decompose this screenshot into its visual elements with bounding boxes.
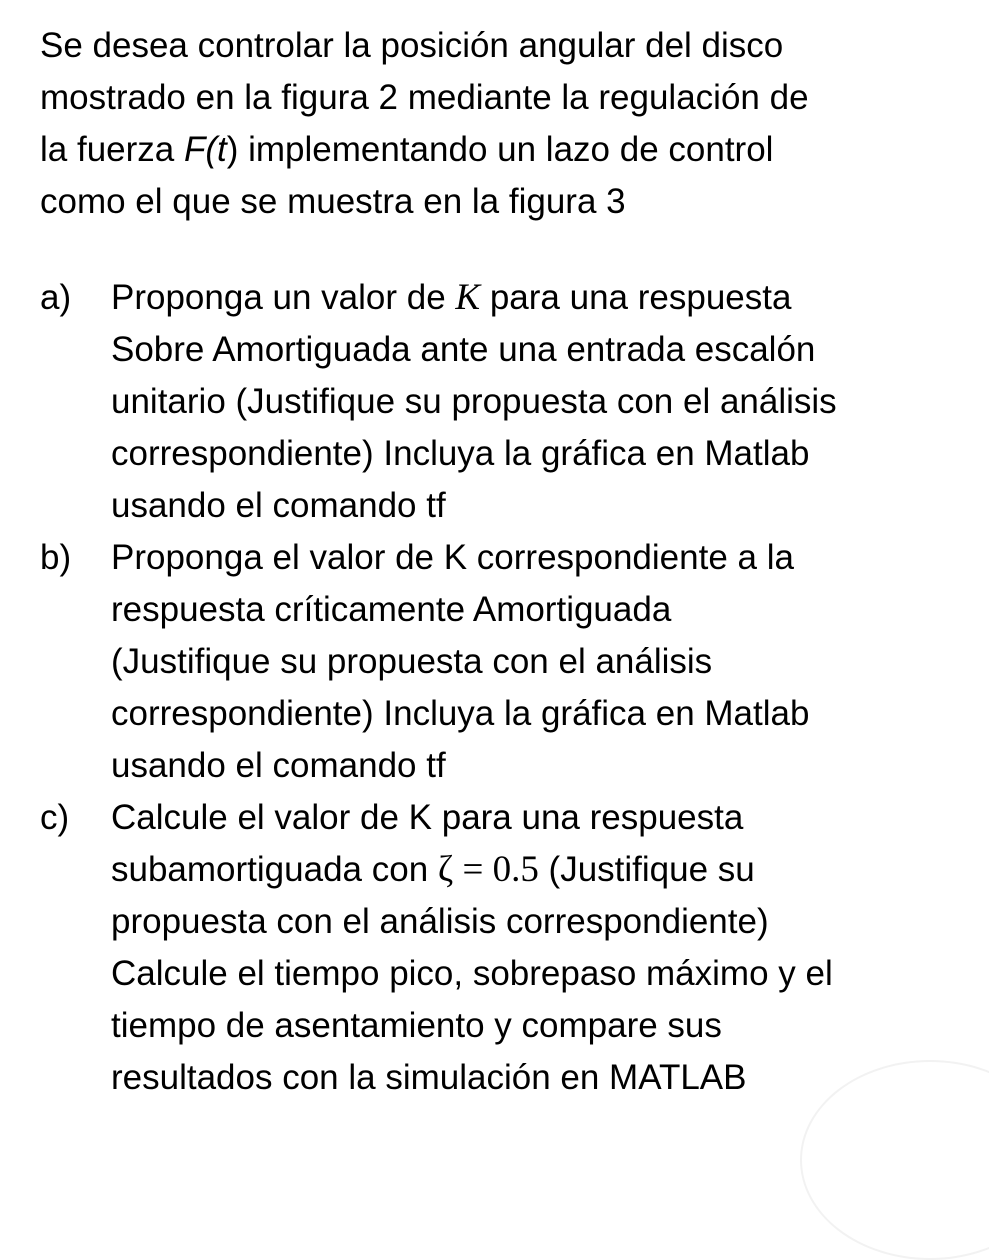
question-line xyxy=(111,844,970,896)
question-line: correspondiente) Incluya la gráfica en Matlab xyxy=(111,434,810,473)
question-text: (Justifique su xyxy=(538,850,755,889)
question-line: unitario (Justifique su propuesta con el análisis xyxy=(111,382,837,421)
statement-text: ) implementando un lazo de control xyxy=(226,130,774,169)
question-line: (Justifique su propuesta con el análisis xyxy=(111,642,713,681)
statement-line xyxy=(40,124,960,176)
question-text: Proponga un valor de xyxy=(111,278,456,317)
question-a xyxy=(40,272,970,532)
force-symbol: F(t xyxy=(183,130,227,169)
question-marker: b) xyxy=(40,538,72,577)
statement-line: mostrado en la figura 2 mediante la regulación de xyxy=(40,78,809,117)
question-line: Calcule el tiempo pico, sobrepaso máximo y el xyxy=(111,954,833,993)
question-line: resultados con la simulación en MATLAB xyxy=(111,1058,747,1097)
question-c xyxy=(40,792,970,1104)
statement-text: la fuerza xyxy=(40,130,184,169)
question-line: respuesta críticamente Amortiguada xyxy=(111,590,672,629)
question-text: subamortiguada con xyxy=(111,850,438,889)
problem-statement xyxy=(40,20,960,228)
question-marker: a) xyxy=(40,278,72,317)
question-marker: c) xyxy=(40,798,70,837)
question-list xyxy=(40,272,970,1104)
question-line: correspondiente) Incluya la gráfica en Matlab xyxy=(111,694,810,733)
question-line: Proponga el valor de K correspondiente a la xyxy=(111,538,794,577)
question-line: Sobre Amortiguada ante una entrada escalón xyxy=(111,330,816,369)
question-line: propuesta con el análisis correspondiente) xyxy=(111,902,769,941)
question-line: usando el comando tf xyxy=(111,486,446,525)
damping-ratio-equation: ζ = 0.5 xyxy=(437,849,539,890)
question-line: usando el comando tf xyxy=(111,746,446,785)
question-line xyxy=(111,272,970,324)
statement-line: como el que se muestra en la figura 3 xyxy=(40,182,626,221)
question-line: Calcule el valor de K para una respuesta xyxy=(111,798,744,837)
question-text: para una respuesta xyxy=(480,278,792,317)
question-b xyxy=(40,532,970,792)
statement-line: Se desea controlar la posición angular del disco xyxy=(40,26,784,65)
gain-symbol: K xyxy=(455,277,481,318)
question-line: tiempo de asentamiento y compare sus xyxy=(111,1006,722,1045)
